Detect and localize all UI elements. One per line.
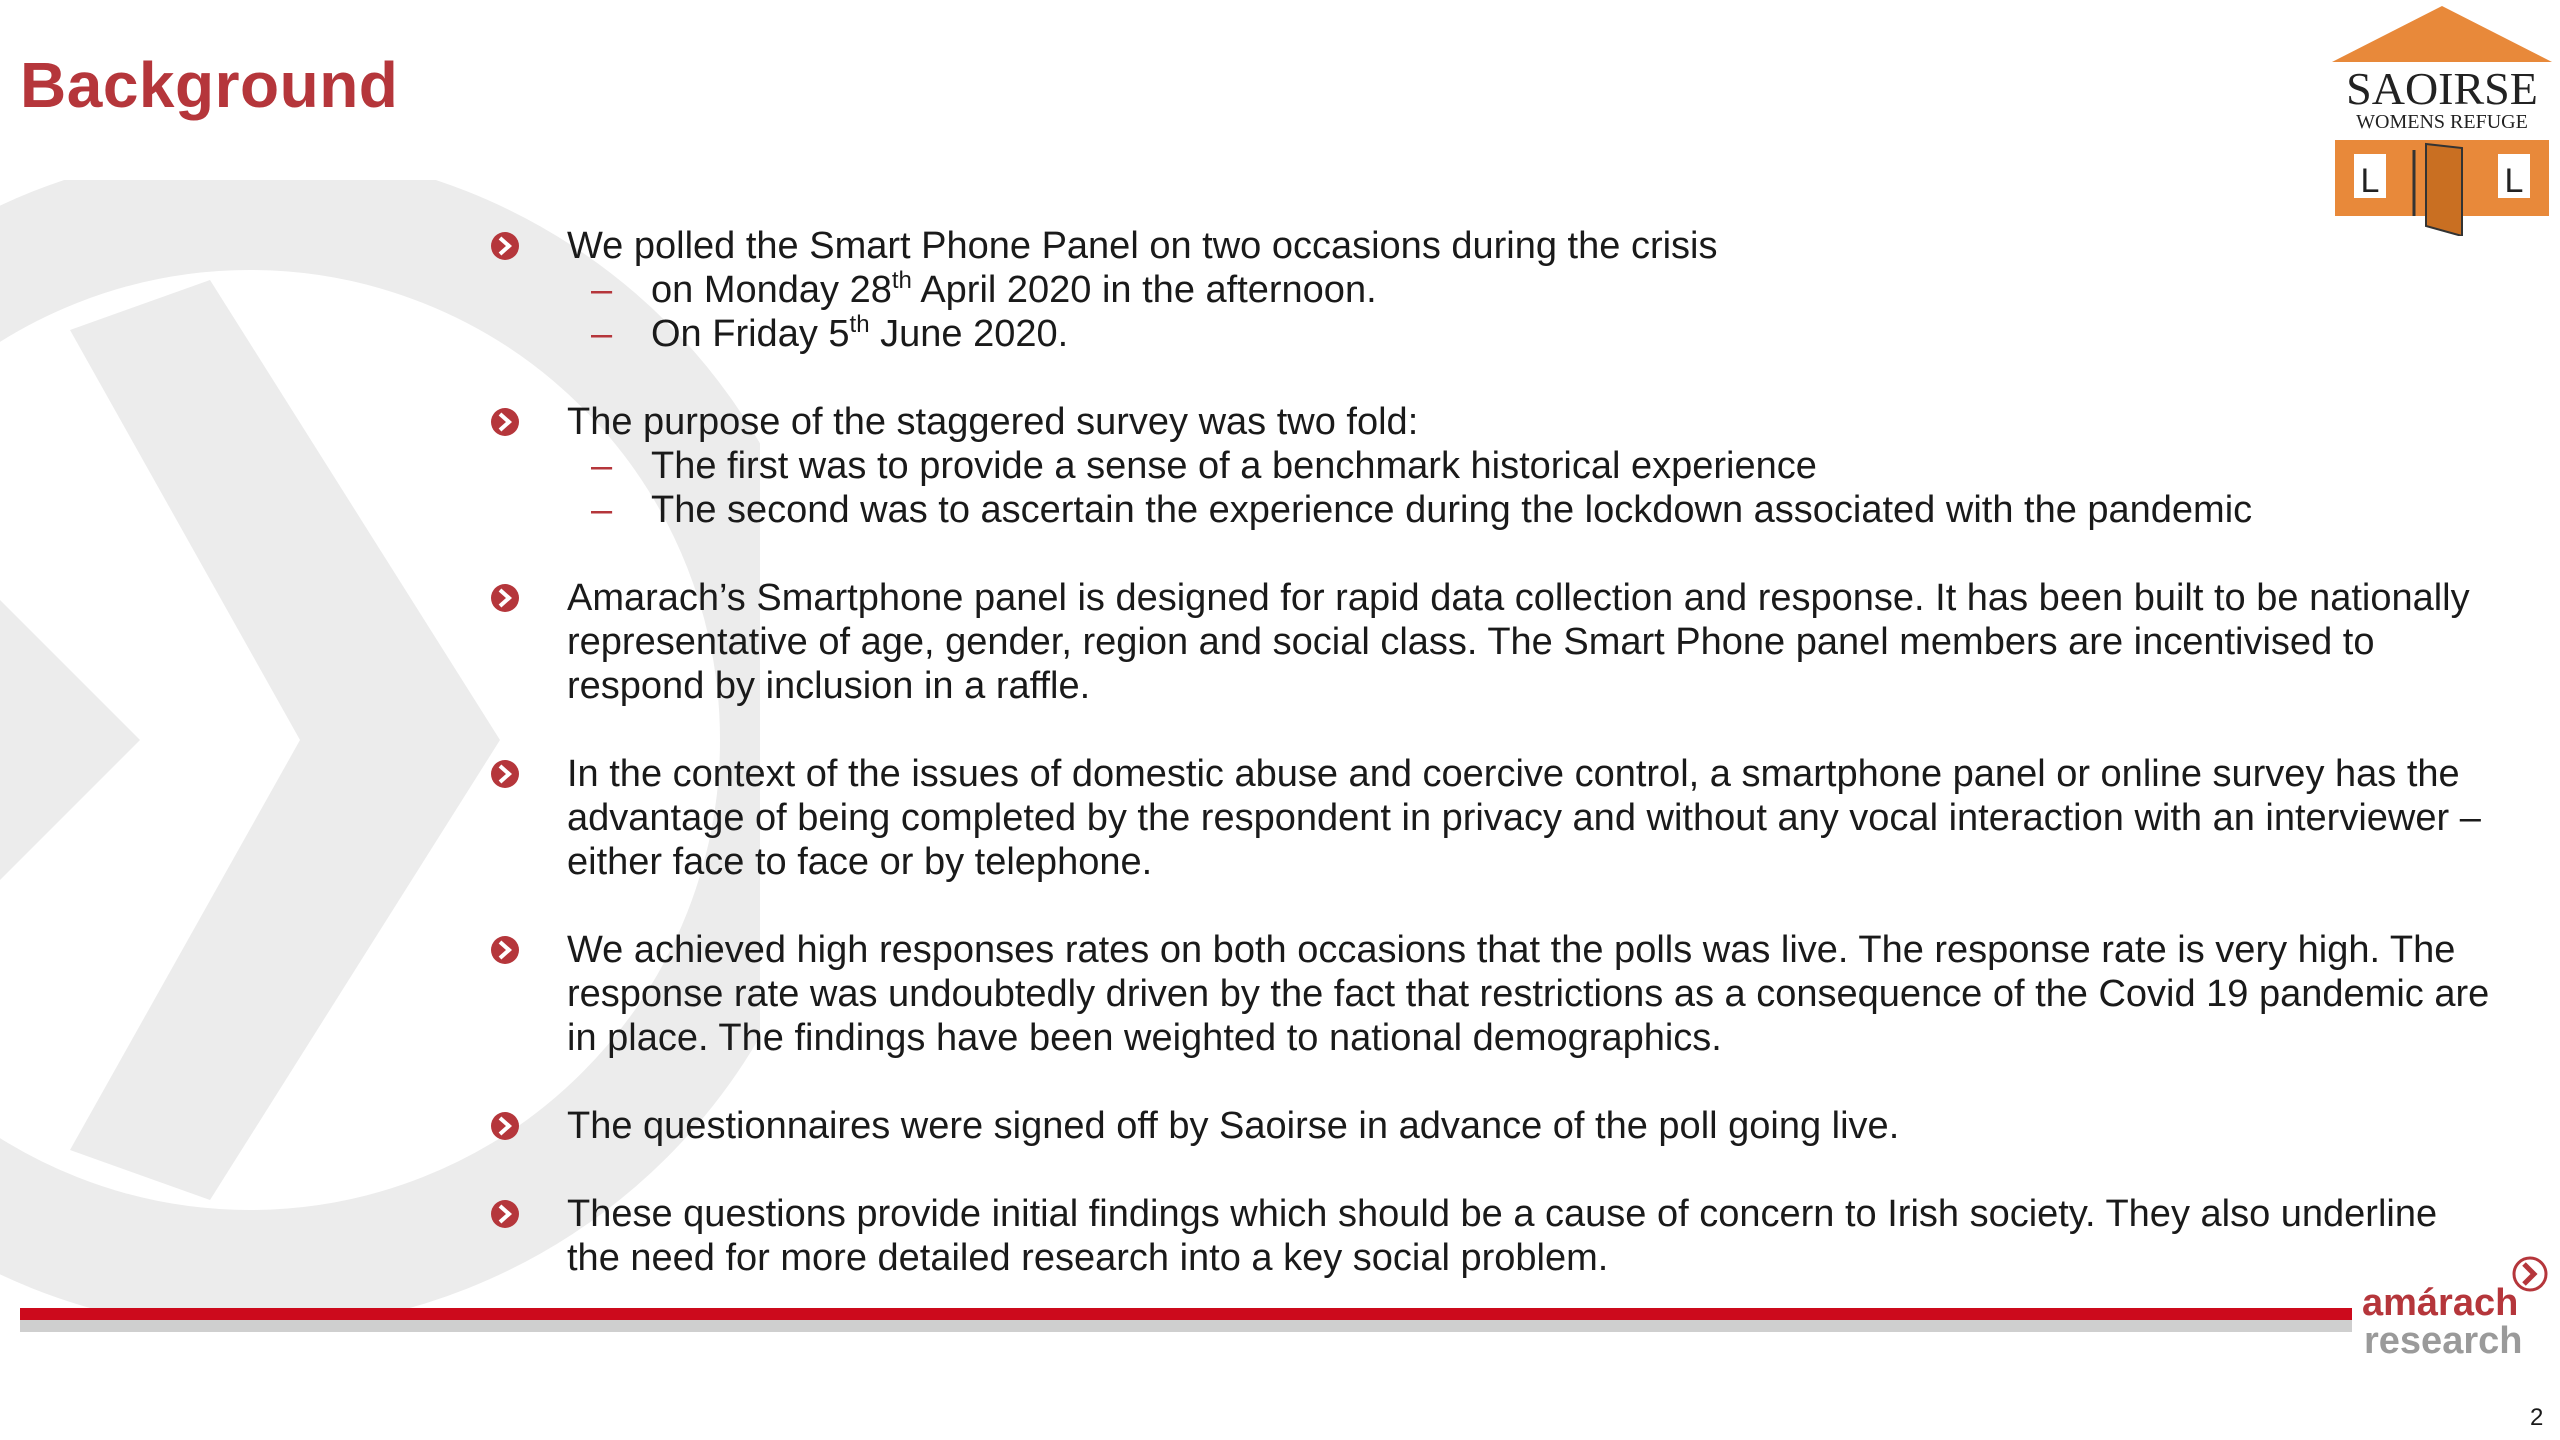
bullet-item xyxy=(490,928,2490,1060)
chevron-circle-icon xyxy=(490,1111,520,1141)
bullet-item xyxy=(490,576,2490,708)
bullet-text: We achieved high responses rates on both occasions that the polls was live. The response rate is very high. The response rate was undoubtedly driven by the fact that restrictions as a consequence of the Covid 19 pandemic are in place. The findings have been weighted to national demographics. xyxy=(567,929,2490,1059)
bullet-text: We polled the Smart Phone Panel on two occasions during the crisis xyxy=(567,225,1718,267)
bullet-list xyxy=(490,224,2490,1324)
bullet-item xyxy=(490,400,2490,532)
bullet-item xyxy=(490,1192,2490,1280)
bullet-item xyxy=(490,224,2490,356)
bullet-item xyxy=(490,1104,2490,1148)
sub-item: – The second was to ascertain the experience during the lockdown associated with the pandemic xyxy=(567,488,2490,532)
footer-bar-red xyxy=(20,1308,2352,1320)
saoirse-logo-left-letter: L xyxy=(2360,162,2380,200)
chevron-circle-icon xyxy=(490,583,520,613)
bullet-text: Amarach’s Smartphone panel is designed for rapid data collection and response. It has been built to be nationally representative of age, gender, region and social class. The Smart Phone panel members are incentivised to respond by inclusion in a raffle. xyxy=(567,577,2470,707)
chevron-circle-icon xyxy=(490,935,520,965)
page-title: Background xyxy=(20,49,399,121)
sub-list xyxy=(567,268,2490,356)
amarach-research-logo xyxy=(2362,1252,2552,1362)
chevron-circle-icon xyxy=(490,759,520,789)
footer-bar-grey xyxy=(20,1320,2352,1332)
sub-list xyxy=(567,444,2490,532)
bullet-text: In the context of the issues of domestic abuse and coercive control, a smartphone panel or online survey has the advantage of being completed by the respondent in privacy and without any vocal interaction with an interviewer – either face to face or by telephone. xyxy=(567,753,2481,883)
sub-item: – on Monday 28th April 2020 in the afternoon. xyxy=(567,268,2490,312)
bullet-item xyxy=(490,752,2490,884)
sub-item: – On Friday 5th June 2020. xyxy=(567,312,2490,356)
saoirse-logo-right-letter: L xyxy=(2504,162,2524,200)
page-number: 2 xyxy=(2530,1404,2544,1431)
saoirse-logo-name: SAOIRSE xyxy=(2346,63,2538,114)
amarach-logo-subtitle: research xyxy=(2364,1320,2523,1362)
bullet-text: The questionnaires were signed off by Saoirse in advance of the poll going live. xyxy=(567,1105,1900,1147)
chevron-circle-icon xyxy=(490,407,520,437)
bullet-text: The purpose of the staggered survey was two fold: xyxy=(567,401,1419,443)
bullet-text: These questions provide initial findings which should be a cause of concern to Irish society. They also underline the need for more detailed research into a key social problem. xyxy=(567,1193,2438,1279)
chevron-circle-icon xyxy=(490,231,520,261)
sub-item: – The first was to provide a sense of a benchmark historical experience xyxy=(567,444,2490,488)
amarach-logo-name: amárach xyxy=(2362,1282,2519,1324)
saoirse-logo xyxy=(2332,4,2552,236)
saoirse-logo-tagline: WOMENS REFUGE xyxy=(2356,111,2528,133)
chevron-circle-icon xyxy=(490,1199,520,1229)
